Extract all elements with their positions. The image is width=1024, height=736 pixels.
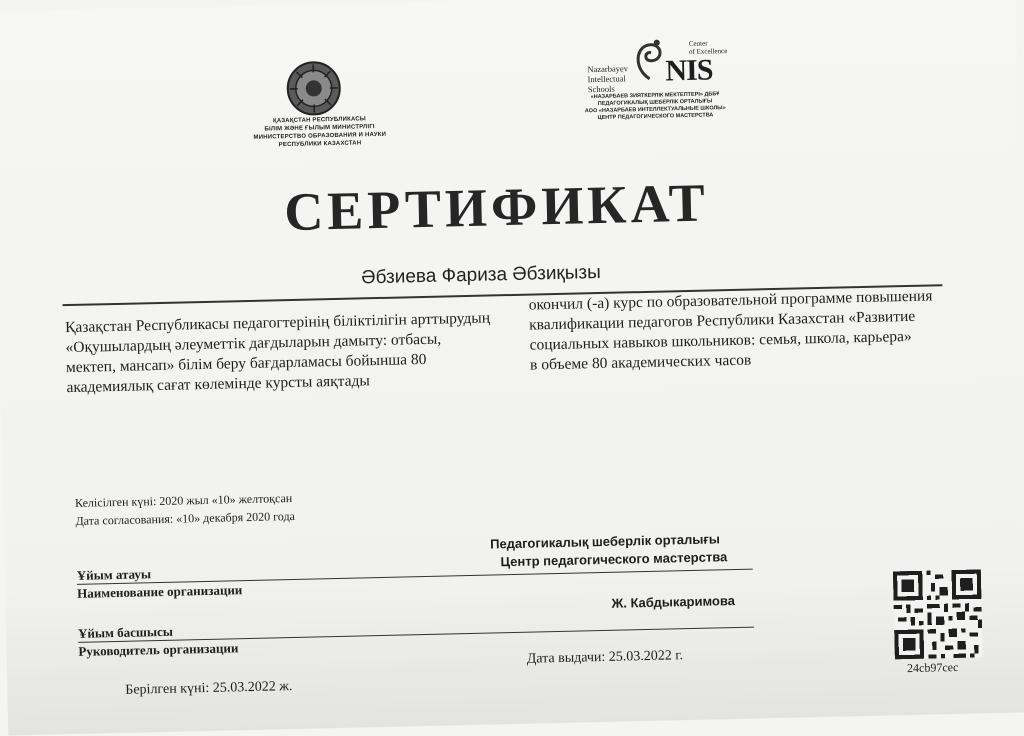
body-text-kz: Қазақстан Республикасы педагогтерінің біліктілігін арттырудың «Оқушылардың әлеуметтік дағдыларын дамыту: отбасы, мектеп, мансап» білім беру бағдарламасы бойынша 80 академиялық сағат көлемінде курсты аяқтады [65, 308, 507, 398]
nis-center: Center of Excellence [689, 39, 728, 56]
issue-date-kz: Берілген күні: 25.03.2022 ж. [125, 679, 292, 699]
nis-swirl-icon [629, 38, 670, 83]
director-line [78, 627, 754, 643]
nis-name-en: Nazarbayev Intellectual Schools [587, 63, 628, 94]
body-text-ru: окончил (-а) курс по образовательной программе повышения квалификации педагогов Республики Казахстан «Развитие социальных навыков школьников: семья, школа, карьера» в объеме 80 академических часов [528, 286, 950, 376]
director-name: Ж. Кабдыкаримова [611, 593, 735, 611]
organization-label-kz: Ұйым атауы [77, 566, 152, 584]
qr-code-icon[interactable] [893, 569, 983, 659]
nis-caption: «НАЗАРБАЕВ ЗИЯТКЕРЛІК МЕКТЕПТЕРІ» ДББҰ ПЕДАГОГИКАЛЫҚ ШЕБЕРЛІК ОРТАЛЫҒЫ АОО «НАЗАРБАЕВ ИНТЕЛЛЕКТУАЛЬНЫЕ ШКОЛЫ» ЦЕНТР ПЕДАГОГИЧЕСКОГО МАСТЕРСТВА [570, 91, 741, 123]
nis-logo [581, 35, 742, 99]
nis-brand: NIS [665, 53, 713, 88]
director-label-ru: Руководитель организации [78, 640, 238, 660]
signature-block [76, 535, 758, 660]
recipient-name: Әбзиева Фариза Әбзиқызы [316, 261, 646, 290]
approval-date-ru: Дата согласования: «10» декабря 2020 года [75, 507, 295, 530]
organization-name-kz: Педагогикалық шеберлік орталығы [490, 531, 720, 551]
director-label-kz: Ұйым басшысы [78, 624, 173, 642]
organization-line [77, 569, 753, 585]
organization-name-ru: Центр педагогического мастерства [500, 549, 727, 569]
ministry-caption: ҚАЗАҚСТАН РЕСПУБЛИКАСЫ БІЛІМ ЖӘНЕ ҒЫЛЫМ МИНИСТРЛІГІ МИНИСТЕРСТВО ОБРАЗОВАНИЯ И НАУКИ РЕСПУБЛИКИ КАЗАХСТАН [244, 115, 395, 150]
qr-code-text: 24cb97cec [907, 660, 959, 676]
approval-date-kz: Келісілген күні: 2020 жыл «10» желтоқсан [75, 489, 295, 512]
organization-label-ru: Наименование организации [77, 582, 243, 602]
kazakhstan-emblem-icon [285, 60, 342, 117]
certificate-title: СЕРТИФИКАТ [216, 170, 777, 245]
approval-date [75, 489, 295, 530]
issue-date-ru: Дата выдачи: 25.03.2022 г. [527, 648, 684, 668]
